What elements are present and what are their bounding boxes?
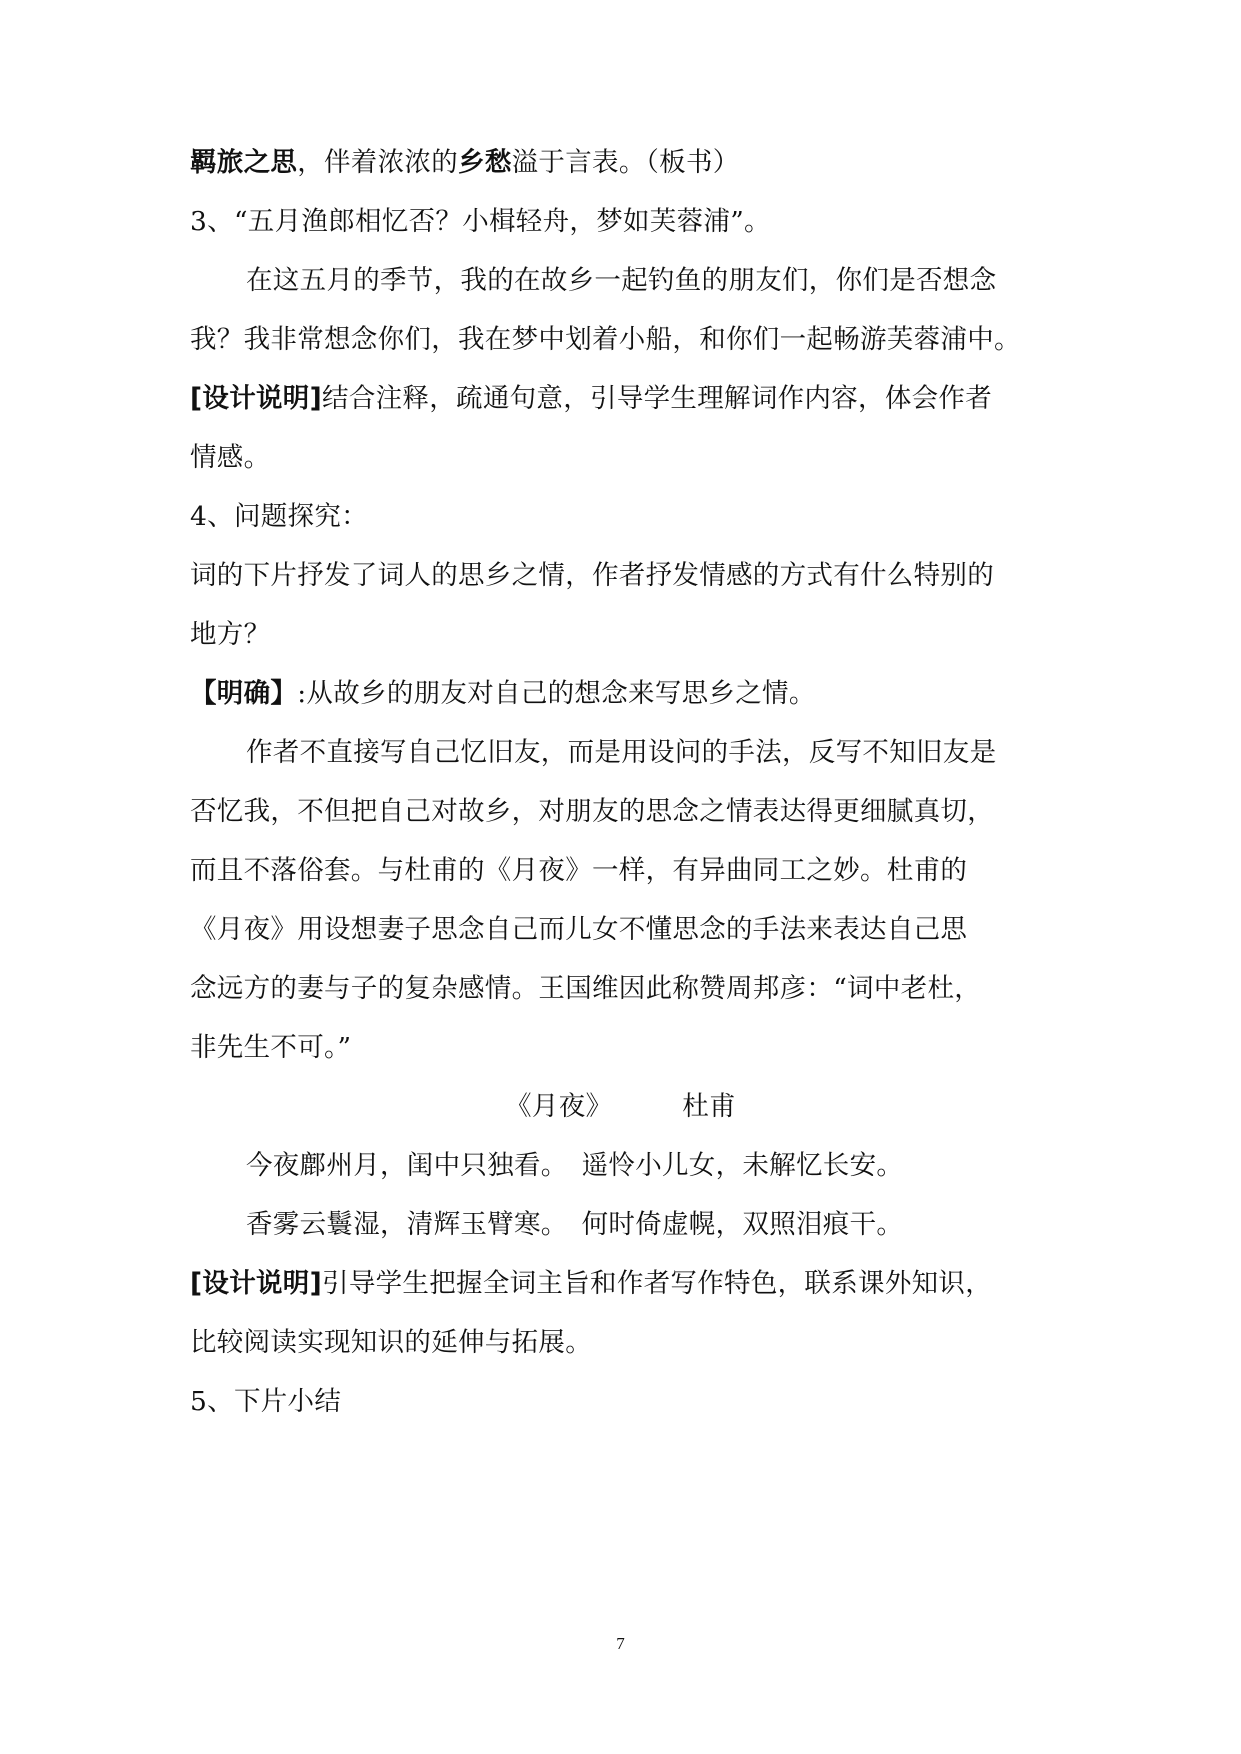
answer-line xyxy=(190,674,1070,714)
paragraph-line: 情感。 xyxy=(190,442,271,473)
paragraph-line: 非先生不可。” xyxy=(190,1032,352,1063)
poem-verse: 何时倚虚幌，双照泪痕干。 xyxy=(581,1209,904,1240)
poem-verse: 今夜鄜州月，闺中只独看。 xyxy=(246,1150,568,1181)
paragraph-line: 比较阅读实现知识的延伸与拓展。 xyxy=(190,1327,592,1358)
answer-label: 【明确】 xyxy=(190,678,298,709)
answer-text: :从故乡的朋友对自己的想念来写思乡之情。 xyxy=(297,678,816,709)
paragraph-line: 而且不落俗套。与杜甫的《月夜》一样，有异曲同工之妙。杜甫的 xyxy=(190,855,968,886)
section-heading-4: 4、问题探究： xyxy=(190,501,368,532)
design-note-label: [设计说明] xyxy=(190,383,323,414)
page-number: 7 xyxy=(616,1634,625,1653)
bold-term: 乡愁 xyxy=(458,147,512,178)
bold-term: 羁旅之思 xyxy=(190,147,298,178)
paragraph-line: 《月夜》用设想妻子思念自己而儿女不懂思念的手法来表达自己思 xyxy=(190,914,968,945)
paragraph-line: 在这五月的季节，我的在故乡一起钓鱼的朋友们，你们是否想念 xyxy=(246,265,997,296)
paragraph-line: 否忆我，不但把自己对故乡，对朋友的思念之情表达得更细腻真切， xyxy=(190,796,994,827)
poem-author: 杜甫 xyxy=(682,1091,736,1122)
text-line xyxy=(190,143,1070,183)
inline-text: 溢于言表。（板书） xyxy=(511,147,740,178)
paragraph-line: 作者不直接写自己忆旧友，而是用设问的手法，反写不知旧友是 xyxy=(246,737,997,768)
poem-title: 《月夜》 xyxy=(505,1091,613,1122)
poem-line xyxy=(246,1205,1126,1245)
paragraph-line: 念远方的妻与子的复杂感情。王国维因此称赞周邦彦：“词中老杜， xyxy=(190,973,982,1004)
design-note-label: [设计说明] xyxy=(190,1268,323,1299)
design-note-text: 结合注释，疏通句意，引导学生理解词作内容，体会作者 xyxy=(322,383,993,414)
section-heading-3: 3、“五月渔郎相忆否？小楫轻舟，梦如芙蓉浦”。 xyxy=(190,206,771,237)
paragraph-line: 我？我非常想念你们，我在梦中划着小船，和你们一起畅游芙蓉浦中。 xyxy=(190,324,1021,355)
question-line: 地方？ xyxy=(190,619,271,650)
poem-line xyxy=(246,1146,1126,1186)
design-note-line xyxy=(190,1264,1070,1304)
poem-verse: 遥怜小儿女，未解忆长安。 xyxy=(581,1150,904,1181)
question-line: 词的下片抒发了词人的思乡之情，作者抒发情感的方式有什么特别的 xyxy=(190,560,994,591)
poem-verse: 香雾云鬟湿，清辉玉臂寒。 xyxy=(246,1209,568,1240)
design-note-text: 引导学生把握全词主旨和作者写作特色，联系课外知识， xyxy=(322,1268,993,1299)
poem-title-line xyxy=(0,1087,1241,1127)
section-heading-5: 5、下片小结 xyxy=(190,1386,342,1417)
design-note-line xyxy=(190,379,1070,419)
inline-text: ，伴着浓浓的 xyxy=(297,147,459,178)
